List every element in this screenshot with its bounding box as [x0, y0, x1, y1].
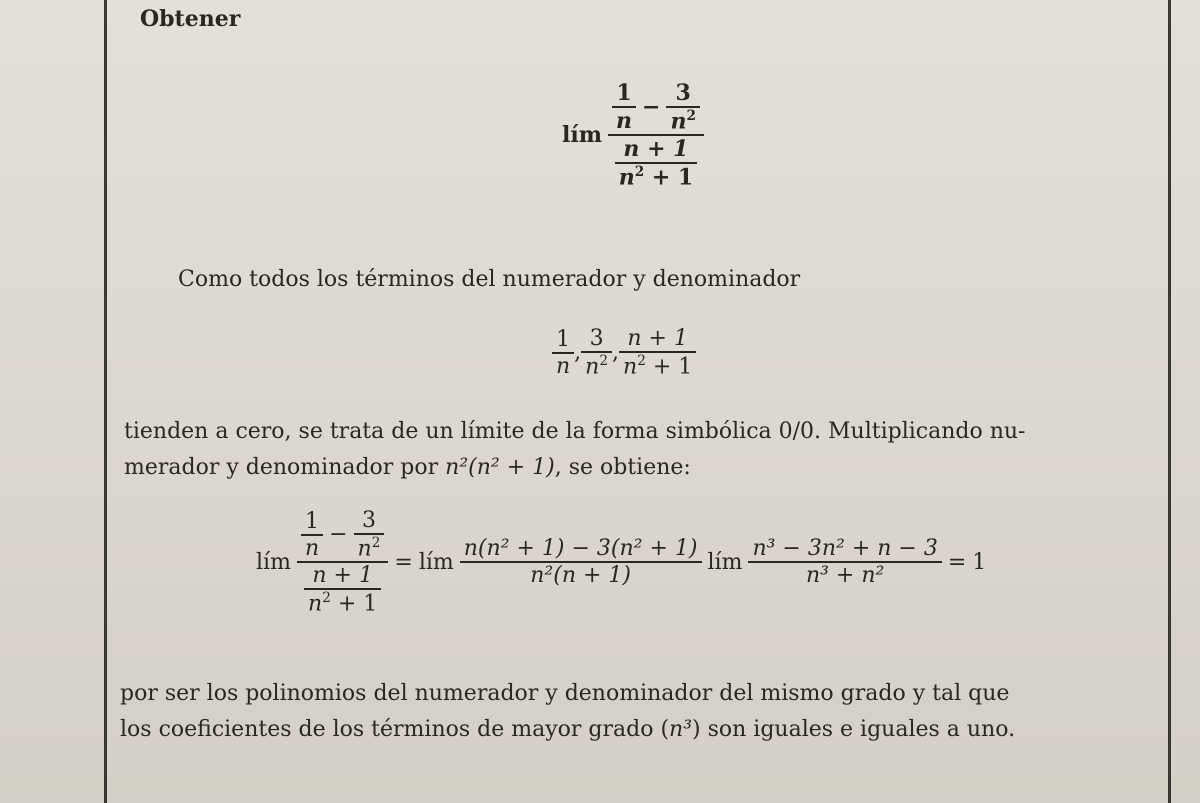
lim-label: lím: [562, 122, 602, 149]
fraction-n1-over-n21: $\frac{n + 1}{n^2 + 1}$: [615, 136, 698, 190]
polynomial-fraction: $\frac{\text{n³ − 3n² + n − 3}}{\text{n³ + n²}}$: [748, 536, 941, 588]
comma: ,: [574, 340, 582, 366]
lim-label: lím: [707, 549, 743, 575]
compound-fraction-2: $\frac{1}{n}$ − $\frac{3}{n^2}$ $\frac{n + 1}{n^2 + 1}$: [297, 508, 388, 617]
degree-expression: n³: [669, 717, 693, 742]
term-n1-over-n21: $\frac{n + 1}{n^2 + 1}$: [619, 326, 696, 379]
heading: Obtener: [140, 6, 241, 32]
term-1-over-n: $\frac{1}{n}$: [552, 327, 574, 379]
minus-sign: −: [642, 94, 661, 121]
equals-sign: =: [947, 549, 967, 575]
result-value: 1: [972, 549, 987, 575]
paragraph-3: por ser los polinomios del numerador y denominador del mismo grado y tal que los coeficientes de los términos de mayor grado (n³) son iguales e iguales a uno.: [120, 681, 1016, 742]
term-3-over-n2: $\frac{3}{n^2}$: [581, 326, 612, 379]
compound-fraction: [608, 80, 704, 191]
frame-left-rule: [104, 0, 107, 803]
fraction-list: [552, 326, 696, 379]
limit-expression-1: [562, 80, 704, 191]
paragraph-1: Como todos los términos del numerador y denominador: [178, 267, 801, 292]
comma: ,: [612, 340, 620, 366]
fraction-1-over-n: $\frac{1}{n}$: [612, 80, 636, 134]
frame-right-rule: [1168, 0, 1171, 803]
expanded-fraction: $\frac{\text{n(n² + 1) − 3(n² + 1)}}{\text{n²(n + 1)}}$: [460, 536, 702, 588]
fraction-3-over-n2: $\frac{3}{n^2}$: [666, 80, 699, 134]
equals-sign: =: [394, 549, 413, 575]
denominator: [611, 136, 702, 190]
lim-label: lím: [256, 549, 291, 575]
limit-derivation: [256, 508, 986, 617]
numerator: [608, 80, 704, 134]
multiplier-expression: n²(n² + 1): [445, 455, 555, 480]
paragraph-2: tienden a cero, se trata de un límite de la forma simbólica 0/0. Multiplicando nu- merador y denominador por n²(n² + 1), se obtiene:: [124, 419, 1026, 480]
lim-label: lím: [418, 549, 454, 575]
